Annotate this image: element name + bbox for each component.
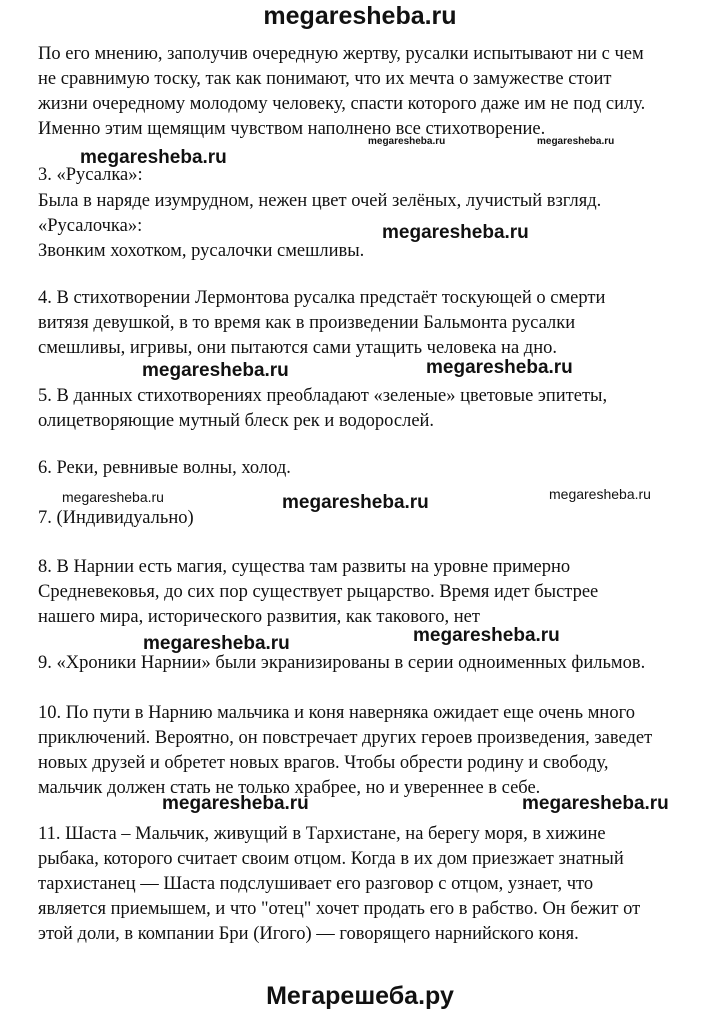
paragraph-line: приключений. Вероятно, он повстречает других героев произведения, заведет [38, 728, 653, 748]
watermark: megaresheba.ru [368, 136, 446, 147]
paragraph-line: новых друзей и обретет новых врагов. Чтобы обрести родину и свободу, [38, 753, 609, 773]
watermark: megaresheba.ru [62, 489, 164, 505]
watermark: megaresheba.ru [537, 136, 615, 147]
watermark: megaresheba.ru [143, 633, 290, 654]
paragraph-line: 8. В Нарнии есть магия, существа там развиты на уровне примерно [38, 557, 571, 577]
paragraph-line: жизни очередному молодому человеку, спасти которого даже им не под силу. [38, 94, 646, 114]
paragraph-line: олицетворяющие мутный блеск рек и водорослей. [38, 411, 435, 431]
paragraph-line: По его мнению, заполучив очередную жертву, русалки испытывают ни с чем [38, 44, 644, 64]
paragraph-line: рыбака, которого считает своим отцом. Когда в их дом приезжает знатный [38, 849, 624, 869]
site-footer: Мегарешеба.ру [266, 982, 454, 1010]
paragraph-line: 11. Шаста – Мальчик, живущий в Тархистане, на берегу моря, в хижине [38, 824, 606, 844]
paragraph-line: витязя девушкой, в то время как в произведении Бальмонта русалки [38, 313, 576, 333]
watermark: megaresheba.ru [522, 793, 669, 814]
paragraph-line: Именно этим щемящим чувством наполнено все стихотворение. [38, 119, 546, 139]
watermark: megaresheba.ru [142, 360, 289, 381]
paragraph-line: является приемышем, и что "отец" хочет продать его в рабство. Он бежит от [38, 899, 641, 919]
paragraph-line: 6. Реки, ревнивые волны, холод. [38, 458, 291, 478]
paragraph-line: 10. По пути в Нарнию мальчика и коня наверняка ожидает еще очень много [38, 703, 635, 723]
paragraph-line: нашего мира, исторического развития, как такового, нет [38, 607, 480, 627]
watermark: megaresheba.ru [80, 147, 227, 168]
watermark: megaresheba.ru [549, 486, 651, 502]
paragraph-line: 5. В данных стихотворениях преобладают «зеленые» цветовые эпитеты, [38, 386, 608, 406]
site-header: megaresheba.ru [263, 2, 457, 30]
watermark: megaresheba.ru [162, 793, 309, 814]
watermark: megaresheba.ru [382, 222, 529, 243]
paragraph-line: тархистанец — Шаста подслушивает его разговор с отцом, узнает, что [38, 874, 594, 894]
paragraph-line: мальчик должен стать не только храбрее, но и увереннее в себе. [38, 778, 541, 798]
paragraph-line: Средневековья, до сих пор существует рыцарство. Время идет быстрее [38, 582, 599, 602]
paragraph-line: этой доли, в компании Бри (Игого) — говорящего нарнийского коня. [38, 924, 579, 944]
paragraph-line: Звонким хохотком, русалочки смешливы. [38, 241, 365, 261]
paragraph-line: 9. «Хроники Нарнии» были экранизированы в серии одноименных фильмов. [38, 653, 646, 673]
watermark: megaresheba.ru [413, 625, 560, 646]
paragraph-line: смешливы, игривы, они пытаются сами утащить человека на дно. [38, 338, 557, 358]
paragraph-line: Была в наряде изумрудном, нежен цвет очей зелёных, лучистый взгляд. [38, 191, 602, 211]
paragraph-line: 4. В стихотворении Лермонтова русалка предстаёт тоскующей о смерти [38, 288, 606, 308]
paragraph-line: «Русалочка»: [38, 216, 143, 236]
watermark: megaresheba.ru [282, 492, 429, 513]
watermark: megaresheba.ru [426, 357, 573, 378]
paragraph-line: 3. «Русалка»: [38, 165, 143, 185]
paragraph-line: 7. (Индивидуально) [38, 508, 194, 528]
paragraph-line: не сравнимую тоску, так как понимают, что их мечта о замужестве стоит [38, 69, 612, 89]
